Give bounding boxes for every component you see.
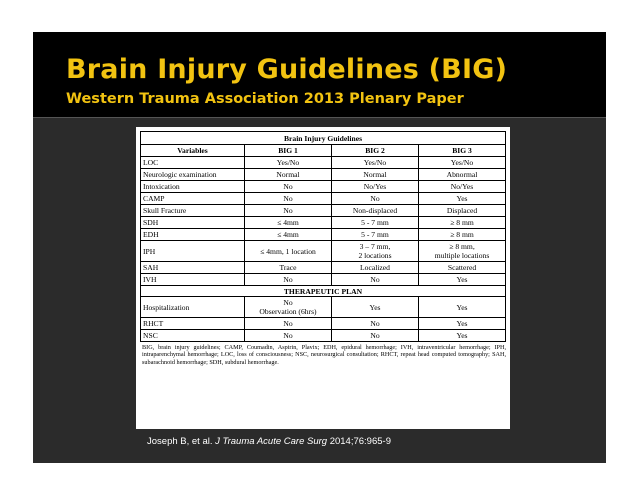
plan-heading: THERAPEUTIC PLAN [141, 286, 506, 297]
table-row [141, 241, 506, 262]
table-cell: ≤ 4mm [245, 217, 332, 229]
table-cell: Skull Fracture [141, 205, 245, 217]
table-row [141, 157, 506, 169]
table-cell: Yes/No [419, 157, 506, 169]
table-cell: No [245, 181, 332, 193]
table-row [141, 262, 506, 274]
plan-heading-row [141, 286, 506, 297]
table-row [141, 217, 506, 229]
table-cell: Trace [245, 262, 332, 274]
table-cell: RHCT [141, 318, 245, 330]
table-cell: No [245, 330, 332, 342]
table-cell: Yes [419, 330, 506, 342]
table-cell: Hospitalization [141, 297, 245, 318]
table-cell: EDH [141, 229, 245, 241]
table-cell: Normal [245, 169, 332, 181]
table-row [141, 193, 506, 205]
slide-subtitle: Western Trauma Association 2013 Plenary Paper [66, 91, 464, 107]
table-cell: Intoxication [141, 181, 245, 193]
table-cell: No [245, 193, 332, 205]
guidelines-table [140, 131, 506, 342]
table-cell: No/Yes [332, 181, 419, 193]
table-cell: Yes/No [245, 157, 332, 169]
table-cell: ≤ 4mm, 1 location [245, 241, 332, 262]
slide-title: Brain Injury Guidelines (BIG) [66, 54, 508, 85]
table-cell: No Observation (6hrs) [245, 297, 332, 318]
table-cell: ≥ 8 mm [419, 217, 506, 229]
table-row [141, 229, 506, 241]
table-cell: Yes [419, 274, 506, 286]
table-cell: Scattered [419, 262, 506, 274]
table-row [141, 318, 506, 330]
table-cell: 3 – 7 mm, 2 locations [332, 241, 419, 262]
table-cell: Displaced [419, 205, 506, 217]
table-row [141, 274, 506, 286]
table-cell: SAH [141, 262, 245, 274]
table-cell: Non-displaced [332, 205, 419, 217]
table-row [141, 181, 506, 193]
table-cell: IVH [141, 274, 245, 286]
table-cell: Yes [419, 297, 506, 318]
table-cell: Yes [419, 193, 506, 205]
table-cell: No [332, 318, 419, 330]
table-cell: SDH [141, 217, 245, 229]
citation-authors: Joseph B, et al. [147, 436, 216, 447]
table-row [141, 297, 506, 318]
citation-journal: J Trauma Acute Care Surg [215, 436, 328, 447]
header-big1: BIG 1 [245, 145, 332, 157]
content-area [33, 118, 606, 463]
header-variables: Variables [141, 145, 245, 157]
table-cell: Normal [332, 169, 419, 181]
citation [147, 436, 391, 447]
table-cell: No [332, 193, 419, 205]
table-cell: NSC [141, 330, 245, 342]
table-cell: No/Yes [419, 181, 506, 193]
header-big3: BIG 3 [419, 145, 506, 157]
table-cell: ≥ 8 mm, multiple locations [419, 241, 506, 262]
table-cell: ≤ 4mm [245, 229, 332, 241]
table-cell: Localized [332, 262, 419, 274]
table-cell: Abnormal [419, 169, 506, 181]
table-cell: No [245, 274, 332, 286]
table-cell: No [332, 330, 419, 342]
citation-details: 2014;76:965-9 [327, 436, 391, 447]
table-cell: CAMP [141, 193, 245, 205]
table-row [141, 169, 506, 181]
slide [33, 32, 606, 463]
table-cell: No [245, 318, 332, 330]
table-cell: No [245, 205, 332, 217]
table-cell: 5 - 7 mm [332, 217, 419, 229]
table-header-row [141, 145, 506, 157]
table-caption-row [141, 132, 506, 145]
table-cell: 5 - 7 mm [332, 229, 419, 241]
table-row [141, 330, 506, 342]
table-cell: Yes [419, 318, 506, 330]
table-cell: IPH [141, 241, 245, 262]
guidelines-table-figure [136, 127, 510, 429]
header-big2: BIG 2 [332, 145, 419, 157]
table-cell: Yes [332, 297, 419, 318]
table-cell: Neurologic examination [141, 169, 245, 181]
table-row [141, 205, 506, 217]
table-cell: ≥ 8 mm [419, 229, 506, 241]
table-caption: Brain Injury Guidelines [141, 132, 506, 145]
table-cell: No [332, 274, 419, 286]
table-cell: LOC [141, 157, 245, 169]
table-cell: Yes/No [332, 157, 419, 169]
table-footnote: BIG, brain injury guidelines; CAMP, Coumadin, Aspirin, Plavix; EDH, epidural hemorrhage; IVH, intraventricular hemorrhage; IPH, intraparenchymal hemorrhage; LOC, loss of consciousness; NSC, neurosurgical consultation; RHCT, repeat head computed tomography; SAH, subarachnoid hemorrhage; SDH, subdural hemorrhage. [142, 344, 506, 366]
